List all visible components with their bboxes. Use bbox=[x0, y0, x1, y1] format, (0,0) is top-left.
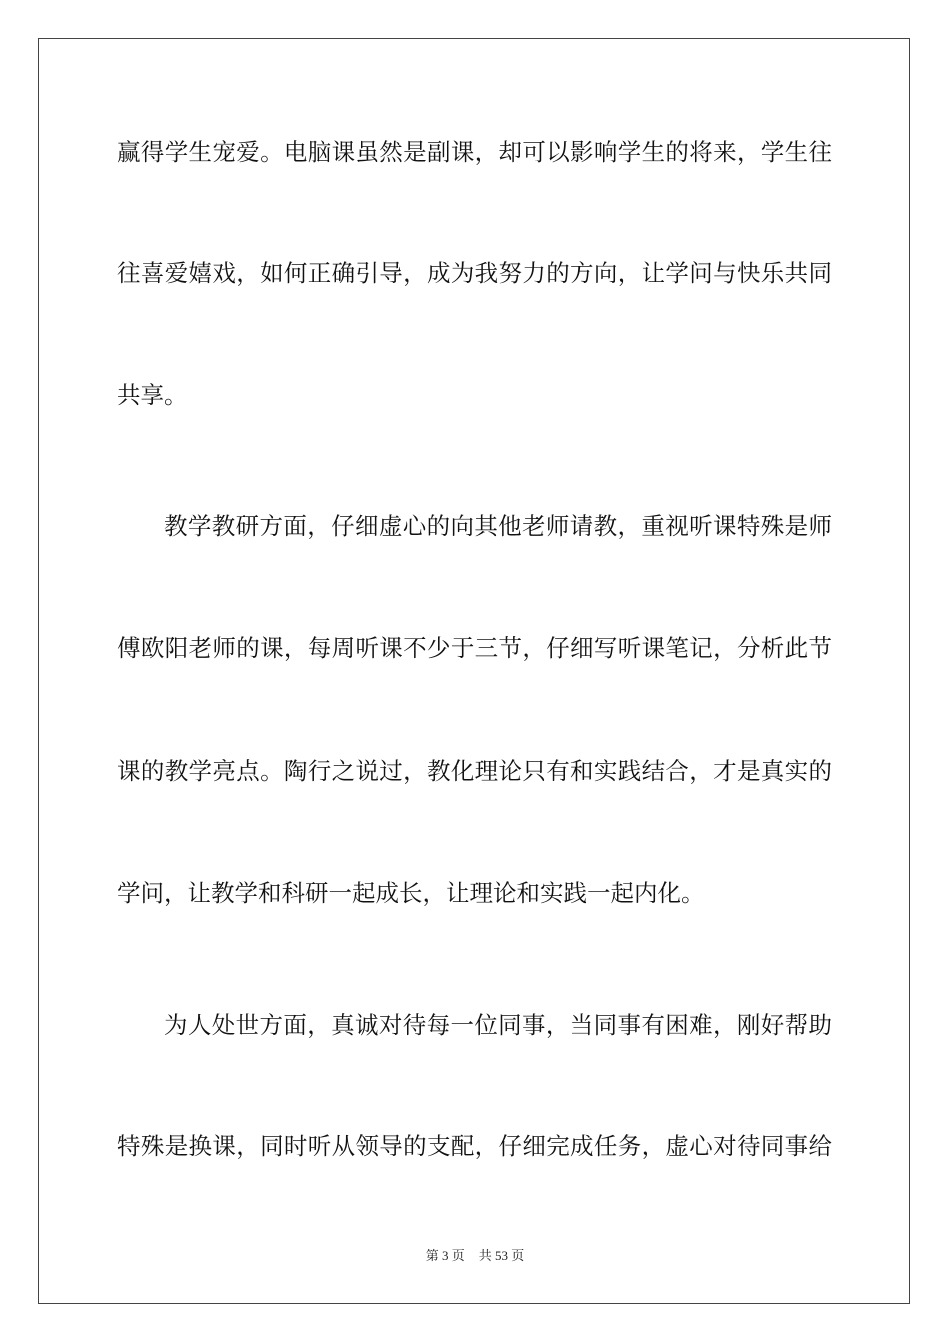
paragraph-line: 教学教研方面，仔细虚心的向其他老师请教，重视听课特殊是师 bbox=[164, 512, 832, 540]
paragraph-line: 课的教学亮点。陶行之说过，教化理论只有和实践结合，才是真实的 bbox=[117, 757, 832, 785]
paragraph-line: 赢得学生宠爱。电脑课虽然是副课，却可以影响学生的将来，学生往 bbox=[117, 138, 832, 166]
paragraph-line: 为人处世方面，真诚对待每一位同事，当同事有困难，刚好帮助 bbox=[164, 1011, 832, 1039]
paragraph-line: 特殊是换课，同时听从领导的支配，仔细完成任务，虚心对待同事给 bbox=[117, 1132, 832, 1160]
paragraph-line: 共享。 bbox=[117, 381, 188, 409]
page-number: 第 3 页 bbox=[425, 1248, 465, 1263]
page-border bbox=[38, 38, 910, 1304]
page-total: 共 53 页 bbox=[478, 1248, 525, 1263]
paragraph-line: 往喜爱嬉戏，如何正确引导，成为我努力的方向，让学问与快乐共同 bbox=[117, 259, 832, 287]
paragraph-line: 傅欧阳老师的课，每周听课不少于三节，仔细写听课笔记，分析此节 bbox=[117, 634, 832, 662]
page-footer bbox=[0, 1247, 950, 1265]
paragraph-line: 学问，让教学和科研一起成长，让理论和实践一起内化。 bbox=[117, 879, 705, 907]
